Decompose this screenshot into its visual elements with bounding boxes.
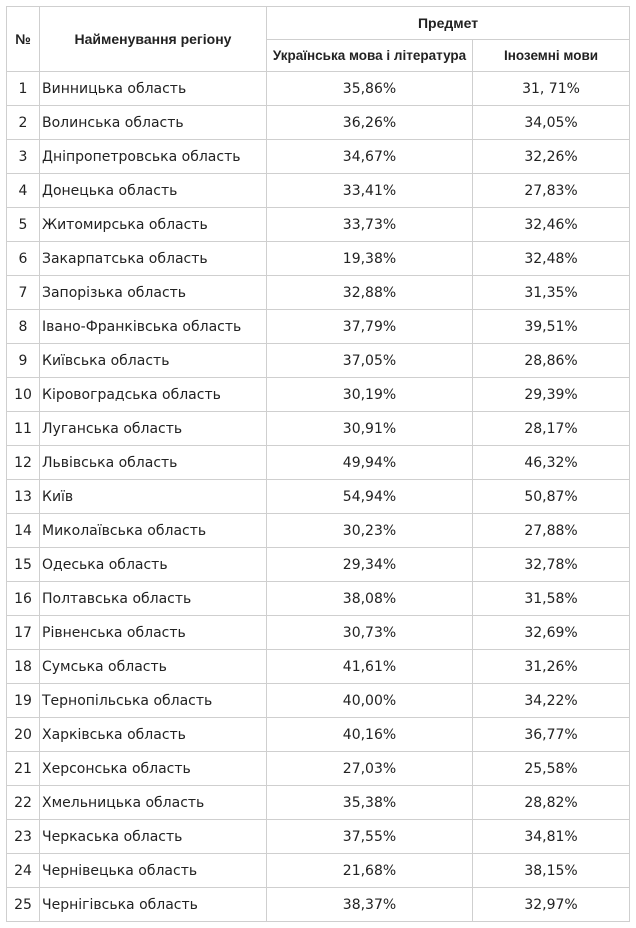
row-ukrainian-value: 21,68% [267, 854, 473, 888]
row-foreign-value: 36,77% [473, 718, 630, 752]
row-region: Миколаївська область [40, 514, 267, 548]
row-number: 5 [7, 208, 40, 242]
row-region: Чернігівська область [40, 888, 267, 922]
row-region: Черкаська область [40, 820, 267, 854]
row-ukrainian-value: 30,19% [267, 378, 473, 412]
row-foreign-value: 50,87% [473, 480, 630, 514]
table-row [7, 854, 630, 888]
row-ukrainian-value: 49,94% [267, 446, 473, 480]
row-foreign-value: 25,58% [473, 752, 630, 786]
row-ukrainian-value: 54,94% [267, 480, 473, 514]
table-row [7, 514, 630, 548]
row-ukrainian-value: 33,73% [267, 208, 473, 242]
row-number: 21 [7, 752, 40, 786]
row-region: Тернопільська область [40, 684, 267, 718]
table-row [7, 344, 630, 378]
row-region: Львівська область [40, 446, 267, 480]
table-row [7, 718, 630, 752]
results-table [6, 6, 630, 922]
table-row [7, 582, 630, 616]
table-row [7, 446, 630, 480]
table-row [7, 412, 630, 446]
row-region: Житомирська область [40, 208, 267, 242]
row-foreign-value: 46,32% [473, 446, 630, 480]
row-region: Донецька область [40, 174, 267, 208]
row-foreign-value: 32,78% [473, 548, 630, 582]
row-ukrainian-value: 35,86% [267, 72, 473, 106]
row-ukrainian-value: 40,16% [267, 718, 473, 752]
row-region: Дніпропетровська область [40, 140, 267, 174]
row-foreign-value: 34,05% [473, 106, 630, 140]
row-ukrainian-value: 34,67% [267, 140, 473, 174]
row-region: Одеська область [40, 548, 267, 582]
row-number: 8 [7, 310, 40, 344]
row-foreign-value: 34,81% [473, 820, 630, 854]
row-region: Івано-Франківська область [40, 310, 267, 344]
row-region: Полтавська область [40, 582, 267, 616]
row-foreign-value: 34,22% [473, 684, 630, 718]
header-row-top [7, 7, 630, 40]
table-row [7, 888, 630, 922]
table-row [7, 276, 630, 310]
table-row [7, 752, 630, 786]
row-foreign-value: 32,26% [473, 140, 630, 174]
row-foreign-value: 31, 71% [473, 72, 630, 106]
row-number: 25 [7, 888, 40, 922]
table-row [7, 684, 630, 718]
row-foreign-value: 29,39% [473, 378, 630, 412]
row-ukrainian-value: 37,79% [267, 310, 473, 344]
table-header [7, 7, 630, 72]
row-ukrainian-value: 40,00% [267, 684, 473, 718]
row-number: 22 [7, 786, 40, 820]
row-region: Хмельницька область [40, 786, 267, 820]
row-foreign-value: 32,46% [473, 208, 630, 242]
row-foreign-value: 31,58% [473, 582, 630, 616]
header-ukrainian: Українська мова і література [267, 40, 473, 72]
row-ukrainian-value: 38,37% [267, 888, 473, 922]
row-foreign-value: 39,51% [473, 310, 630, 344]
row-foreign-value: 32,48% [473, 242, 630, 276]
row-ukrainian-value: 29,34% [267, 548, 473, 582]
row-ukrainian-value: 35,38% [267, 786, 473, 820]
row-region: Харківська область [40, 718, 267, 752]
row-number: 23 [7, 820, 40, 854]
row-foreign-value: 27,88% [473, 514, 630, 548]
row-region: Луганська область [40, 412, 267, 446]
row-foreign-value: 31,35% [473, 276, 630, 310]
row-number: 6 [7, 242, 40, 276]
row-region: Київська область [40, 344, 267, 378]
row-number: 11 [7, 412, 40, 446]
row-ukrainian-value: 37,05% [267, 344, 473, 378]
row-number: 18 [7, 650, 40, 684]
row-region: Закарпатська область [40, 242, 267, 276]
table-row [7, 310, 630, 344]
row-foreign-value: 28,82% [473, 786, 630, 820]
table-row [7, 786, 630, 820]
row-ukrainian-value: 32,88% [267, 276, 473, 310]
table-row [7, 480, 630, 514]
row-number: 4 [7, 174, 40, 208]
row-foreign-value: 28,86% [473, 344, 630, 378]
row-number: 9 [7, 344, 40, 378]
table-row [7, 174, 630, 208]
row-region: Чернівецька область [40, 854, 267, 888]
table-row [7, 242, 630, 276]
row-number: 13 [7, 480, 40, 514]
table-row [7, 616, 630, 650]
row-number: 15 [7, 548, 40, 582]
row-region: Кіровоградська область [40, 378, 267, 412]
row-ukrainian-value: 30,23% [267, 514, 473, 548]
table-row [7, 72, 630, 106]
row-number: 12 [7, 446, 40, 480]
row-foreign-value: 32,97% [473, 888, 630, 922]
row-number: 7 [7, 276, 40, 310]
row-ukrainian-value: 19,38% [267, 242, 473, 276]
row-number: 2 [7, 106, 40, 140]
row-ukrainian-value: 41,61% [267, 650, 473, 684]
row-foreign-value: 27,83% [473, 174, 630, 208]
row-ukrainian-value: 37,55% [267, 820, 473, 854]
row-ukrainian-value: 33,41% [267, 174, 473, 208]
row-ukrainian-value: 30,73% [267, 616, 473, 650]
row-number: 3 [7, 140, 40, 174]
row-ukrainian-value: 38,08% [267, 582, 473, 616]
table-row [7, 548, 630, 582]
row-region: Рівненська область [40, 616, 267, 650]
row-region: Винницька область [40, 72, 267, 106]
table-row [7, 208, 630, 242]
row-foreign-value: 31,26% [473, 650, 630, 684]
row-number: 24 [7, 854, 40, 888]
table-row [7, 106, 630, 140]
row-region: Запорізька область [40, 276, 267, 310]
header-foreign-languages: Іноземні мови [473, 40, 630, 72]
table-row [7, 650, 630, 684]
row-number: 17 [7, 616, 40, 650]
header-subject: Предмет [267, 7, 630, 40]
row-number: 14 [7, 514, 40, 548]
table-row [7, 378, 630, 412]
header-region: Найменування регіону [40, 7, 267, 72]
row-ukrainian-value: 36,26% [267, 106, 473, 140]
table-row [7, 140, 630, 174]
row-region: Київ [40, 480, 267, 514]
row-foreign-value: 38,15% [473, 854, 630, 888]
row-number: 16 [7, 582, 40, 616]
row-number: 1 [7, 72, 40, 106]
row-number: 10 [7, 378, 40, 412]
row-region: Сумська область [40, 650, 267, 684]
row-foreign-value: 28,17% [473, 412, 630, 446]
table-body [7, 72, 630, 922]
row-region: Херсонська область [40, 752, 267, 786]
header-number: № [7, 7, 40, 72]
row-ukrainian-value: 27,03% [267, 752, 473, 786]
row-number: 20 [7, 718, 40, 752]
row-ukrainian-value: 30,91% [267, 412, 473, 446]
table-row [7, 820, 630, 854]
row-number: 19 [7, 684, 40, 718]
row-foreign-value: 32,69% [473, 616, 630, 650]
row-region: Волинська область [40, 106, 267, 140]
